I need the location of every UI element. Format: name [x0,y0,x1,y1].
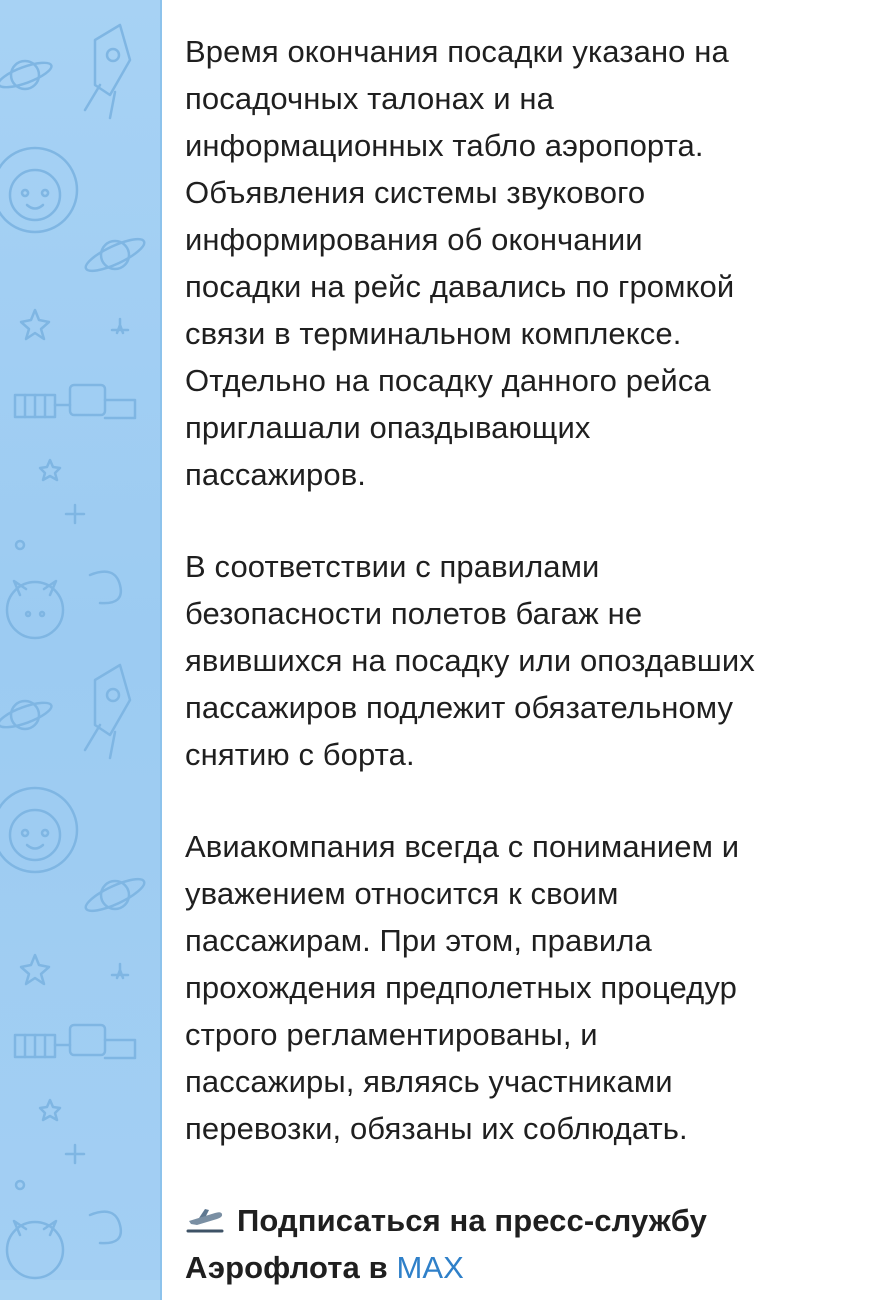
star-doodle-icon [21,310,128,339]
satellite-doodle-icon [15,1025,135,1058]
saturn-doodle-icon [82,233,148,276]
space-dog-doodle-icon [7,1212,121,1278]
message-text [185,28,855,1291]
subscribe-text: Подписаться на пресс-службу Аэрофлота в [185,1203,707,1285]
chat-wallpaper-doodles [0,0,160,1280]
space-dog-doodle-icon [7,572,121,638]
astronaut-doodle-icon [0,788,77,872]
astronaut-doodle-icon [0,148,77,232]
sparkle-doodle-icon [16,460,84,549]
planet-doodle-icon [0,58,54,92]
subscribe-line [185,1197,855,1291]
rocket-doodle-icon [85,25,130,118]
message-paragraph: Время окончания посадки указано на посадочных талонах и на информационных табло аэропорта. Объявления системы звукового информирования об окончании посадки на рейс давались по громкой связи в терминальном комплексе. Отдельно на посадку данного рейса приглашали опаздывающих пассажиров. [185,34,735,492]
sparkle-doodle-icon [16,1100,84,1189]
max-link[interactable]: MAX [396,1250,464,1285]
message-paragraph: Авиакомпания всегда с пониманием и уважением относится к своим пассажирам. При этом, правила прохождения предполетных процедур строго регламентированы, и пассажиры, являясь участниками перевозки, обязаны их соблюдать. [185,829,740,1146]
star-doodle-icon [21,955,128,984]
rocket-doodle-icon [85,665,130,758]
message-paragraph: В соответствии с правилами безопасности полетов багаж не явившихся на посадку или опоздавших пассажиров подлежит обязательному снятию с борта. [185,549,755,772]
airplane-departure-icon [185,1205,225,1235]
planet-doodle-icon [0,698,54,732]
satellite-doodle-icon [15,385,135,418]
saturn-doodle-icon [82,873,148,916]
